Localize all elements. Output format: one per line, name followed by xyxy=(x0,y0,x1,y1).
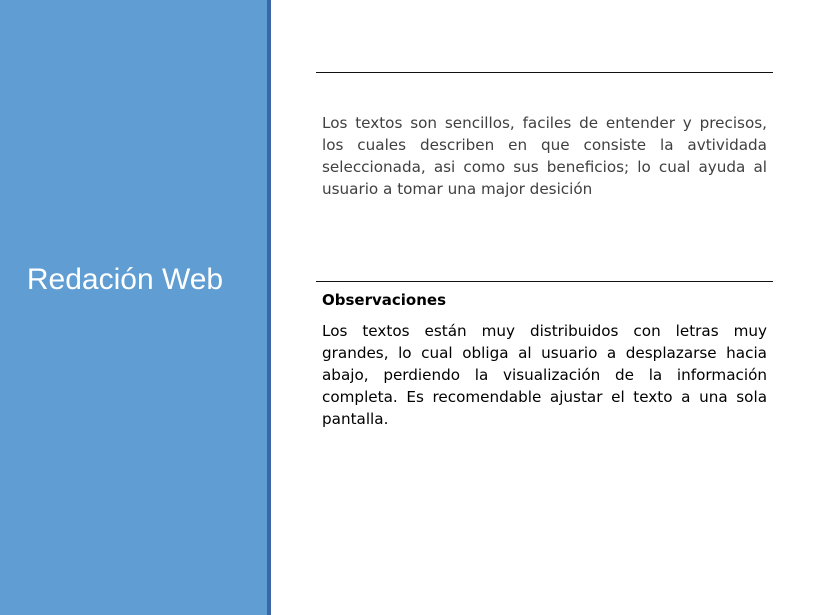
description-text: Los textos son sencillos, faciles de entender y precisos, los cuales describen en que consiste la avtividada seleccionada, asi como sus beneficios; lo cual ayuda al usuario a tomar una major desición xyxy=(322,114,767,198)
slide-title: Redación Web xyxy=(26,263,224,296)
observations-body: Los textos están muy distribuidos con letras muy grandes, lo cual obliga al usuario a desplazarse hacia abajo, perdiendo la visualización de la información completa. Es recomendable ajustar el texto a una sola pantalla. xyxy=(322,322,767,428)
top-divider xyxy=(316,72,773,73)
title-panel xyxy=(0,0,271,615)
observations-heading: Observaciones xyxy=(322,291,447,309)
middle-divider xyxy=(316,281,773,282)
